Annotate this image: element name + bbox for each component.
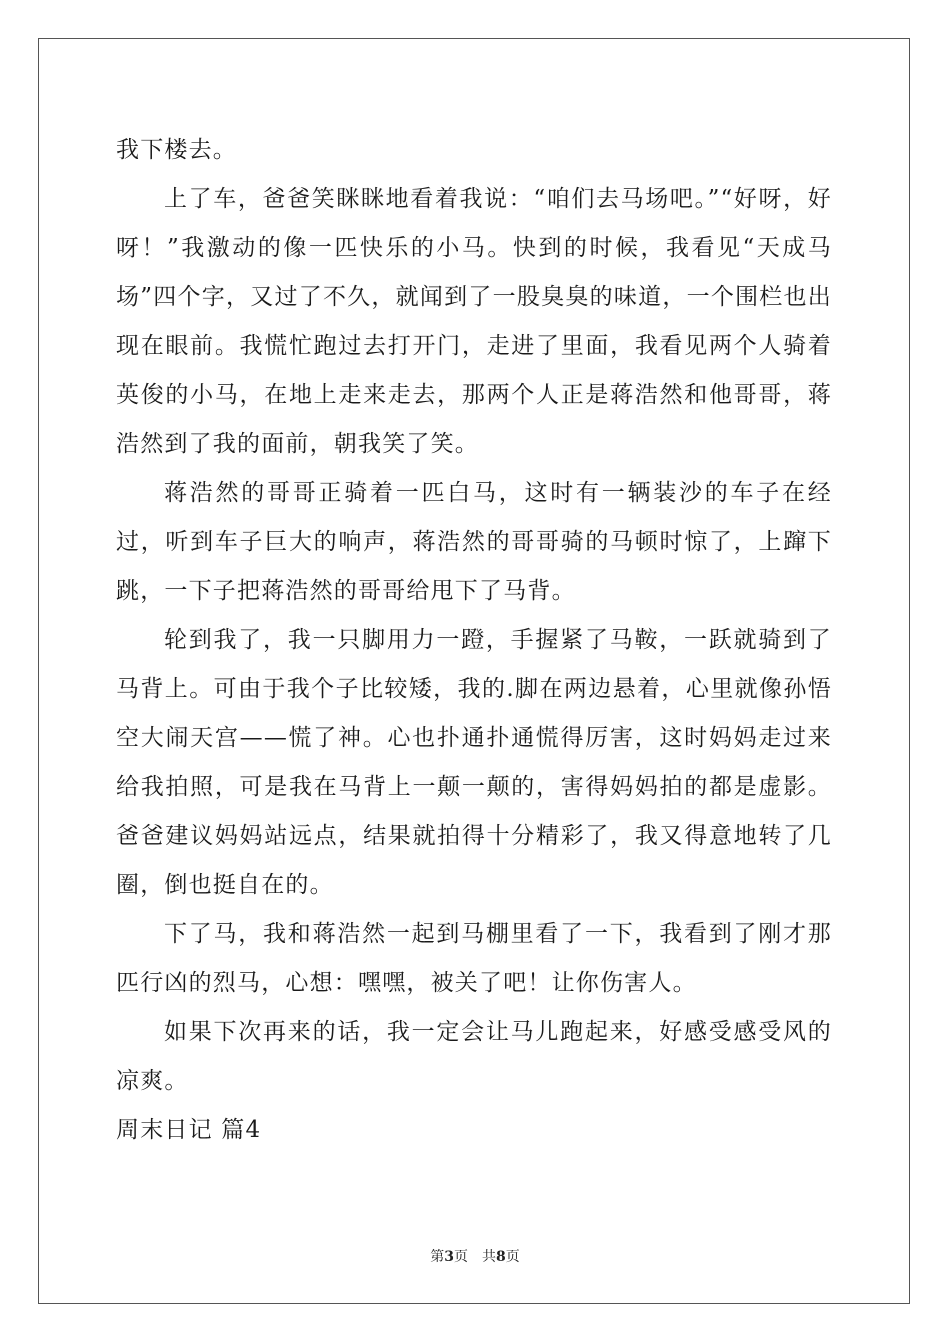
document-body [116,126,832,1155]
paragraph-6: 如果下次再来的话，我一定会让马儿跑起来，好感受感受风的凉爽。 [116,1019,832,1094]
total-pages: 8 [496,1249,506,1265]
paragraph-4: 轮到我了，我一只脚用力一蹬，手握紧了马鞍，一跃就骑到了马背上。可由于我个子比较矮，我的.脚在两边悬着，心里就像孙悟空大闹天宫——慌了神。心也扑通扑通慌得厉害，这时妈妈走过来给我拍照，可是我在马背上一颠一颠的，害得妈妈拍的都是虚影。爸爸建议妈妈站远点，结果就拍得十分精彩了，我又得意地转了几圈，倒也挺自在的。 [116,627,832,898]
page-footer [0,1246,950,1266]
section-heading: 周末日记 篇4 [116,1117,262,1143]
total-suffix: 页 [505,1249,520,1265]
page-number: 3 [444,1249,454,1265]
page-prefix: 第 [430,1249,445,1265]
paragraph-3: 蒋浩然的哥哥正骑着一匹白马，这时有一辆装沙的车子在经过，听到车子巨大的响声，蒋浩然的哥哥骑的马顿时惊了，上蹿下跳，一下子把蒋浩然的哥哥给甩下了马背。 [116,480,832,604]
paragraph-1: 我下楼去。 [116,137,237,163]
total-prefix: 共 [482,1249,496,1265]
paragraph-5: 下了马，我和蒋浩然一起到马棚里看了一下，我看到了刚才那匹行凶的烈马，心想：嘿嘿，被关了吧！让你伤害人。 [116,921,832,996]
page-suffix: 页 [454,1249,468,1265]
paragraph-2: 上了车，爸爸笑眯眯地看着我说：“咱们去马场吧。”“好呀，好呀！”我激动的像一匹快乐的小马。快到的时候，我看见“天成马场”四个字，又过了不久，就闻到了一股臭臭的味道，一个围栏也出现在眼前。我慌忙跑过去打开门，走进了里面，我看见两个人骑着英俊的小马，在地上走来走去，那两个人正是蒋浩然和他哥哥，蒋浩然到了我的面前，朝我笑了笑。 [116,186,832,457]
